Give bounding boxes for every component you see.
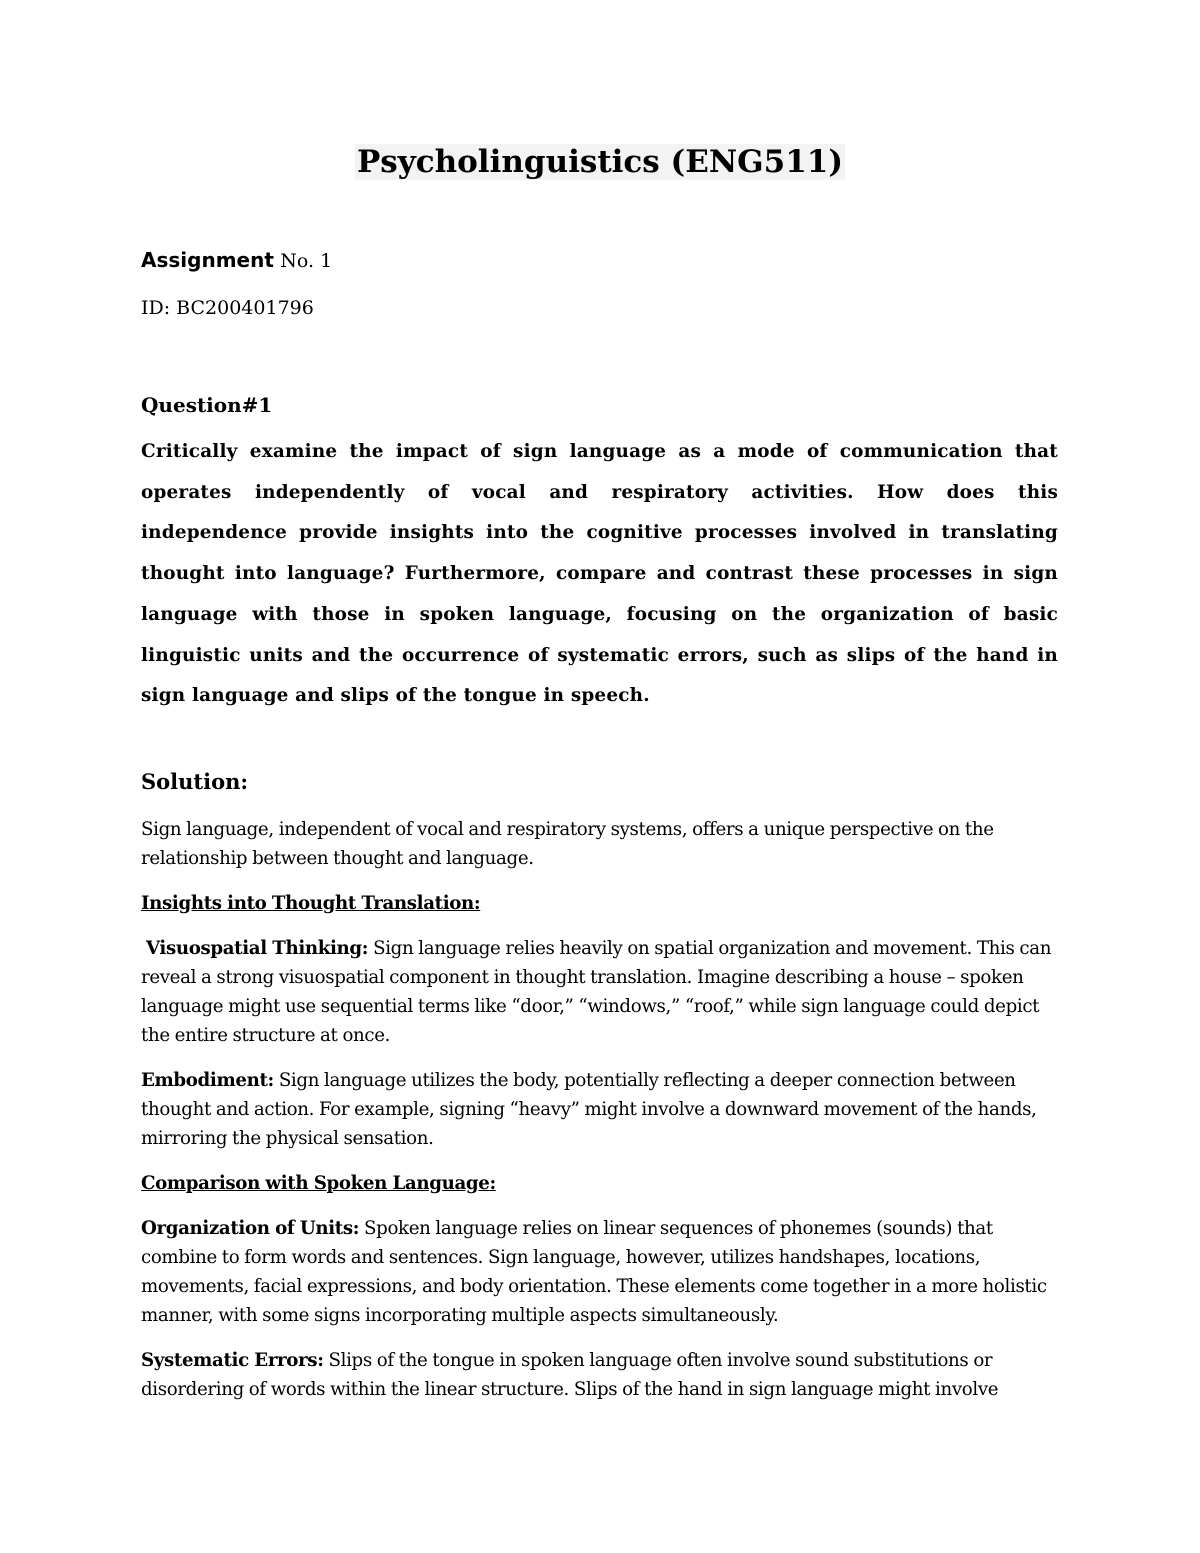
assignment-number: No. 1 [280, 250, 333, 272]
text-visuospatial: Sign language relies heavily on spatial organization and movement. This can reveal a strong visuospatial component in thought translation. Imagine describing a house – spoken language might use sequential terms like “door,” “windows,” “roof,” while sign language could depict the entire structure at once. [141, 938, 1052, 1046]
paragraph-organization [141, 1214, 1066, 1330]
solution-content [141, 815, 1066, 1420]
assignment-label: Assignment [141, 248, 274, 272]
section-heading-thought-translation: Insights into Thought Translation: [141, 893, 481, 914]
question-text: Critically examine the impact of sign language as a mode of communication that operates independently of vocal and respiratory activities. How does this independence provide insights into the cognitive processes involved in translating thought into language? Furthermore, compare and contrast these processes in sign language with those in spoken language, focusing on the organization of basic linguistic units and the occurrence of systematic errors, such as slips of the hand in sign language and slips of the tongue in speech. [141, 441, 1058, 707]
paragraph-embodiment [141, 1066, 1066, 1153]
solution-intro: Sign language, independent of vocal and respiratory systems, offers a unique perspective on the relationship between thought and language. [141, 819, 994, 869]
solution-heading: Solution: [141, 769, 249, 794]
student-id: ID: BC200401796 [141, 297, 314, 319]
text-embodiment: Sign language utilizes the body, potentially reflecting a deeper connection between thought and action. For example, signing “heavy” might involve a downward movement of the hands, mirroring the physical sensation. [141, 1070, 1037, 1149]
term-visuospatial: Visuospatial Thinking: [145, 938, 369, 959]
question-heading: Question#1 [141, 393, 273, 417]
term-errors: Systematic Errors: [141, 1350, 324, 1371]
paragraph-errors [141, 1346, 1066, 1404]
term-organization: Organization of Units: [141, 1218, 360, 1239]
title-text: Psycholinguistics (ENG511) [356, 144, 844, 180]
text-errors: Slips of the tongue in spoken language often involve sound substitutions or disordering of words within the linear structure. Slips of the hand in sign language might involve [141, 1350, 999, 1400]
document-title [0, 140, 1200, 184]
section-heading-comparison: Comparison with Spoken Language: [141, 1173, 496, 1194]
paragraph-visuospatial [141, 934, 1066, 1050]
term-embodiment: Embodiment: [141, 1070, 274, 1091]
text-organization: Spoken language relies on linear sequences of phonemes (sounds) that combine to form words and sentences. Sign language, however, utilizes handshapes, locations, movements, facial expressions, and body orientation. These elements come together in a more holistic manner, with some signs incorporating multiple aspects simultaneously. [141, 1218, 1047, 1326]
assignment-line [141, 246, 332, 275]
